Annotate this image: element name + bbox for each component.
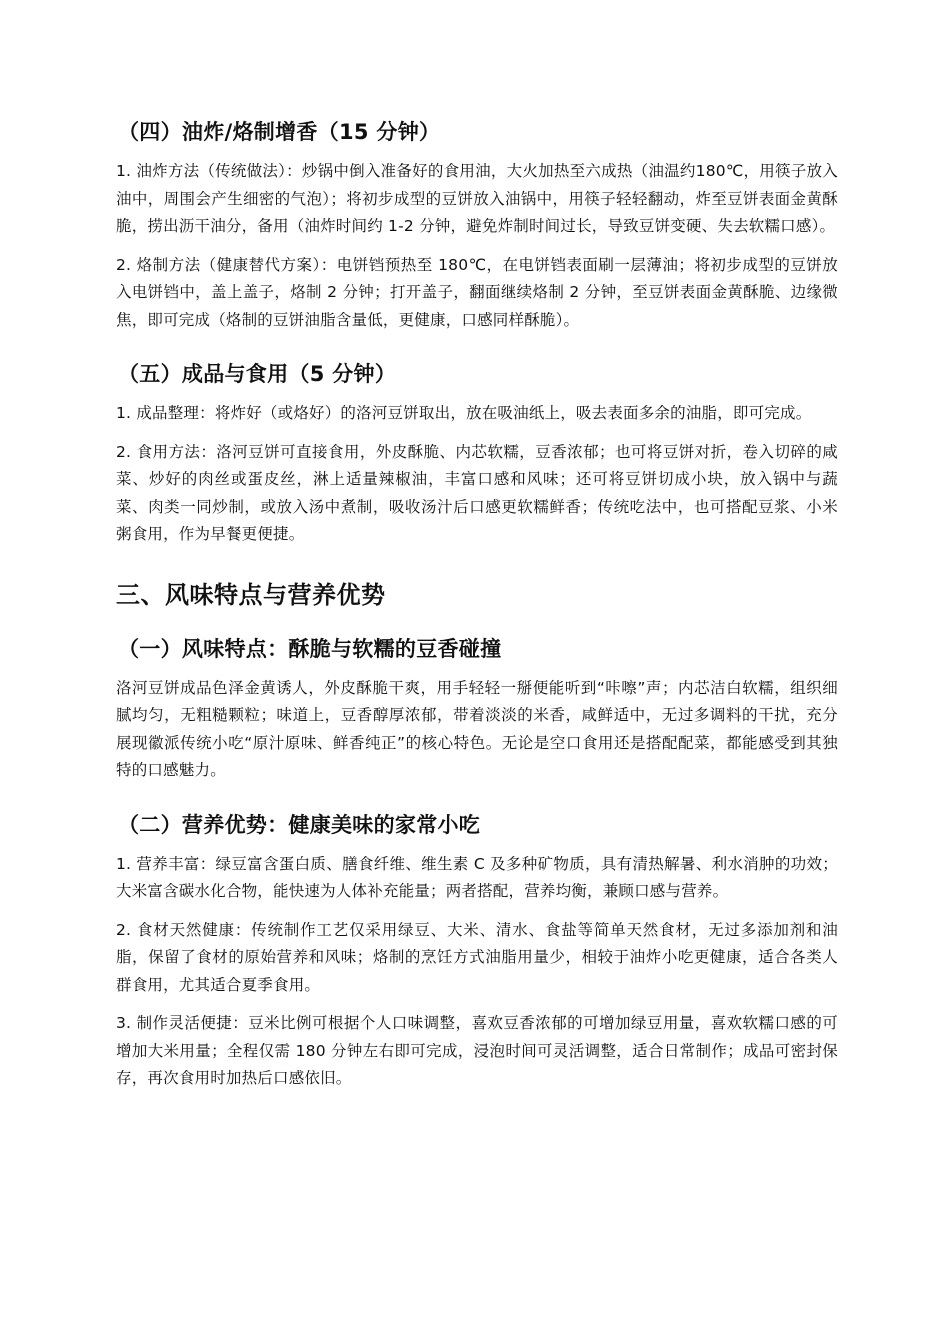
paragraph-fry-method: 1. 油炸方法（传统做法）：炒锅中倒入准备好的食用油，大火加热至六成热（油温约180℃，用筷子放入油中，周围会产生细密的气泡）；将初步成型的豆饼放入油锅中，用筷子轻轻翻动，炸至豆饼表面金黄酥脆，捞出沥干油分，备用（油炸时间约 1-2 分钟，避免炸制时间过长，导致豆饼变硬、失去软糯口感）。 bbox=[116, 162, 838, 235]
paragraph-flavor-description: 洛河豆饼成品色泽金黄诱人，外皮酥脆干爽，用手轻轻一掰便能听到“咔嚓”声；内芯洁白软糯，组织细腻均匀，无粗糙颗粒；味道上，豆香醇厚浓郁，带着淡淡的米香，咸鲜适中，无过多调料的干扰，充分展现徽派传统小吃“原汁原味、鲜香纯正”的核心特色。无论是空口食用还是搭配配菜，都能感受到其独特的口感魅力。 bbox=[116, 678, 838, 779]
paragraph-flexible-preparation: 3. 制作灵活便捷：豆米比例可根据个人口味调整，喜欢豆香浓郁的可增加绿豆用量，喜欢软糯口感的可增加大米用量；全程仅需 180 分钟左右即可完成，浸泡时间可灵活调整，适合日常制作；成品可密封保存，再次食用时加热后口感依旧。 bbox=[116, 1014, 838, 1087]
section-heading-finished-product: （五）成品与食用（5 分钟） bbox=[118, 362, 397, 386]
section-heading-fry-bake: （四）油炸/烙制增香（15 分钟） bbox=[118, 120, 441, 144]
chapter-heading-flavor-nutrition: 三、风味特点与营养优势 bbox=[116, 580, 386, 609]
paragraph-finishing: 1. 成品整理：将炸好（或烙好）的洛河豆饼取出，放在吸油纸上，吸去表面多余的油脂，即可完成。 bbox=[116, 404, 812, 422]
paragraph-natural-ingredients: 2. 食材天然健康：传统制作工艺仅采用绿豆、大米、清水、食盐等简单天然食材，无过多添加剂和油脂，保留了食材的原始营养和风味；烙制的烹饪方式油脂用量少，相较于油炸小吃更健康，适合各类人群食用，尤其适合夏季食用。 bbox=[116, 920, 838, 994]
document-page bbox=[116, 114, 838, 1104]
subsection-heading-nutrition: （二）营养优势：健康美味的家常小吃 bbox=[118, 812, 481, 837]
subsection-heading-flavor: （一）风味特点：酥脆与软糯的豆香碰撞 bbox=[118, 636, 502, 661]
paragraph-serving: 2. 食用方法：洛河豆饼可直接食用，外皮酥脆、内芯软糯，豆香浓郁；也可将豆饼对折，卷入切碎的咸菜、炒好的肉丝或蛋皮丝，淋上适量辣椒油，丰富口感和风味；还可将豆饼切成小块，放入锅中与蔬菜、肉类一同炒制，或放入汤中煮制，吸收汤汁后口感更软糯鲜香；传统吃法中，也可搭配豆浆、小米粥食用，作为早餐更便捷。 bbox=[116, 442, 838, 543]
paragraph-nutrition-rich: 1. 营养丰富：绿豆富含蛋白质、膳食纤维、维生素 C 及多种矿物质，具有清热解暑、利水消肿的功效；大米富含碳水化合物，能快速为人体补充能量；两者搭配，营养均衡，兼顾口感与营养。 bbox=[116, 854, 838, 900]
paragraph-bake-method: 2. 烙制方法（健康替代方案）：电饼铛预热至 180℃，在电饼铛表面刷一层薄油；将初步成型的豆饼放入电饼铛中，盖上盖子，烙制 2 分钟；打开盖子，翻面继续烙制 2 分钟，至豆饼表面金黄酥脆、边缘微焦，即可完成（烙制的豆饼油脂含量低，更健康，口感同样酥脆）。 bbox=[116, 255, 838, 329]
